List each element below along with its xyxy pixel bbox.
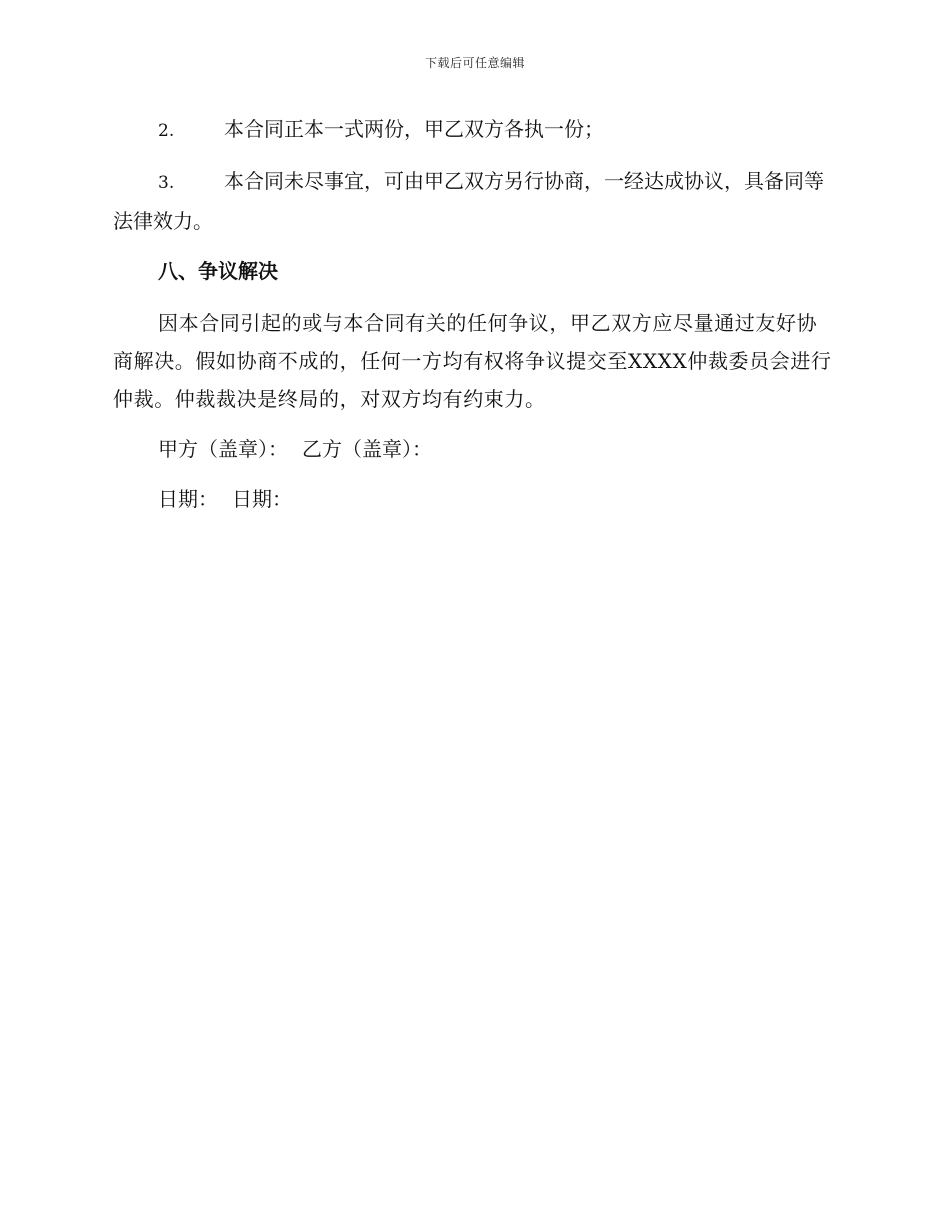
clause-number: 3. xyxy=(158,173,175,193)
document-body xyxy=(113,110,833,530)
clause-number: 2. xyxy=(158,121,175,141)
party-b-date-label: 日期： xyxy=(232,487,292,511)
section-heading: 八、争议解决 xyxy=(158,259,278,283)
party-a-date-label: 日期： xyxy=(158,487,218,511)
signature-line xyxy=(113,430,833,468)
date-line xyxy=(113,480,833,518)
clause-3 xyxy=(113,162,833,240)
page-header xyxy=(0,54,950,71)
clause-text: 本合同正本一式两份，甲乙双方各执一份； xyxy=(224,117,604,141)
clause-text: 本合同未尽事宜，可由甲乙双方另行协商，一经达成协议，具备同等法律效力。 xyxy=(113,169,824,233)
section-body: 因本合同引起的或与本合同有关的任何争议，甲乙双方应尽量通过友好协商解决。假如协商不成的，任何一方均有权将争议提交至XXXX仲裁委员会进行仲裁。仲裁裁决是终局的，对双方均有约束力。 xyxy=(113,311,832,411)
party-a-seal-label: 甲方（盖章）： xyxy=(158,437,288,461)
header-text: 下载后可任意编辑 xyxy=(424,56,525,70)
clause-2 xyxy=(113,110,833,150)
party-b-seal-label: 乙方（盖章）： xyxy=(302,437,432,461)
